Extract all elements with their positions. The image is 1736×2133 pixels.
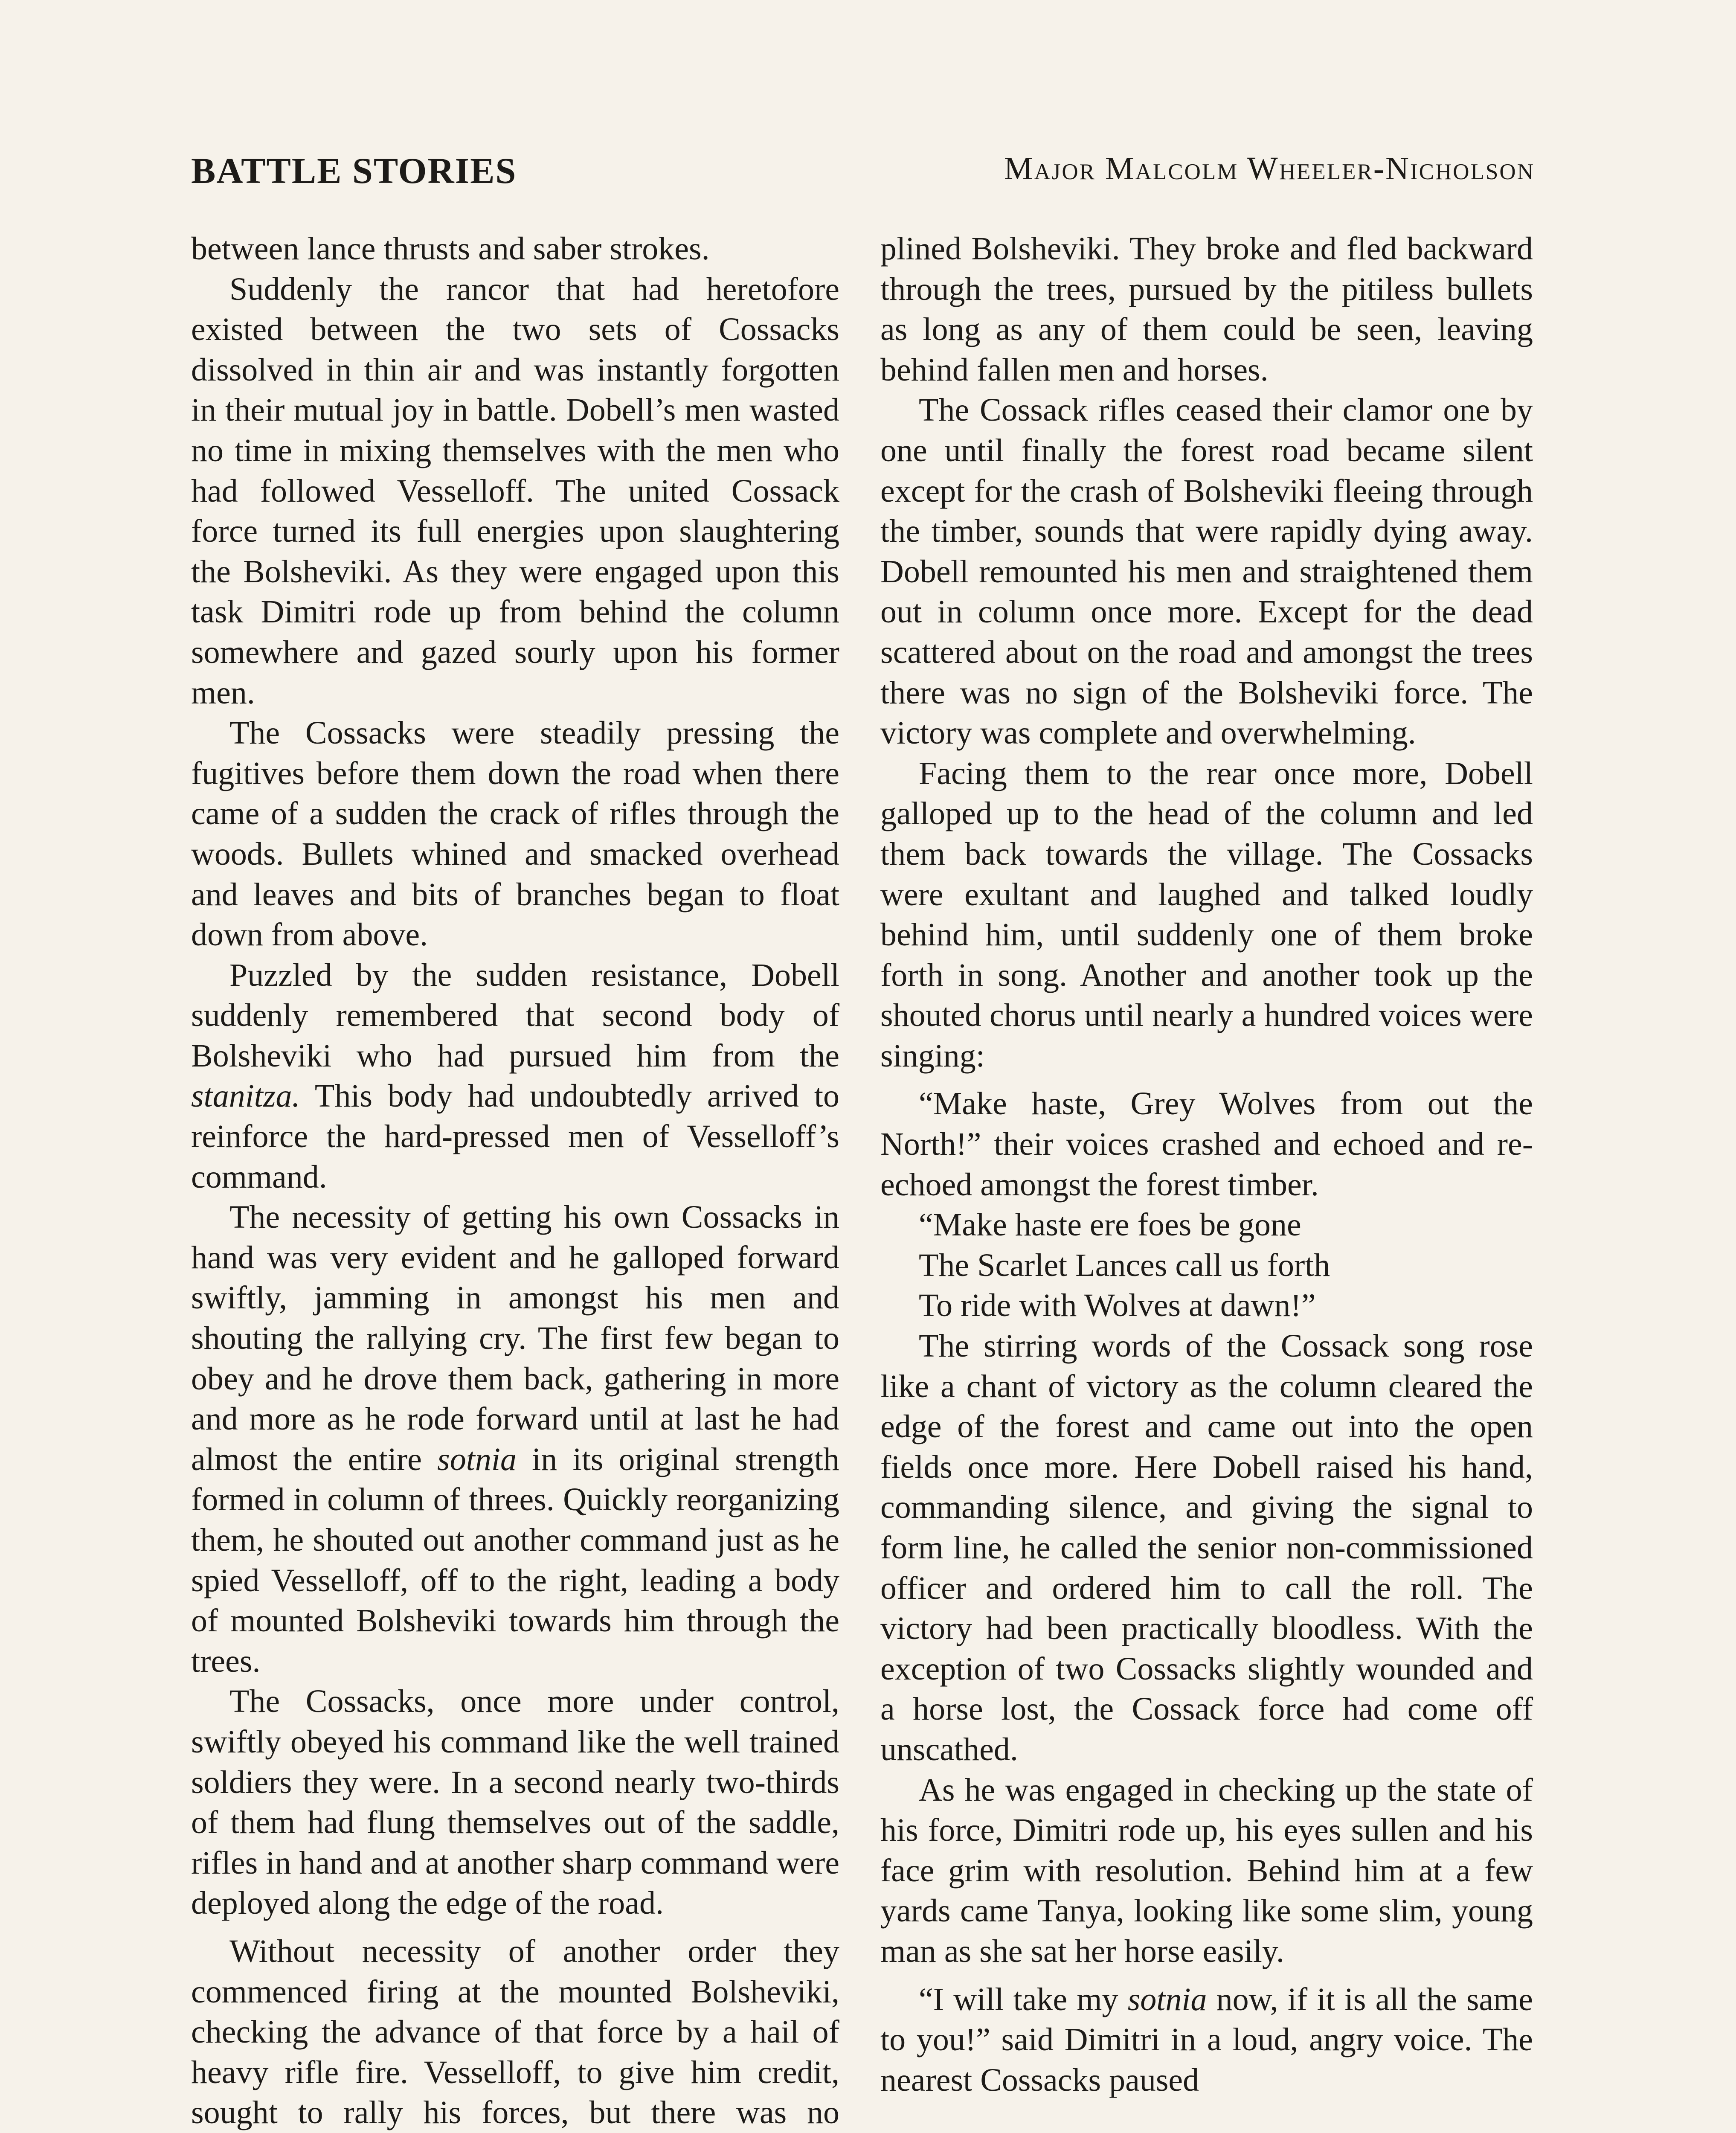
paragraph: The stirring words of the Cossack song rose like a chant of victory as the column cleared the edge of the forest and came out into the open fields once more. Here Dobell raised his hand, commanding silence, and giving the signal to form line, he called the senior non-commissioned officer and ordered him to call the roll. The victory had been practically bloodless. With the exception of two Cossacks slightly wounded and a horse lost, the Cossack force had come off unscathed. [880,1328,1533,1767]
paragraph: between lance thrusts and saber strokes. [191,231,710,267]
verse-line: “Make haste ere foes be gone [919,1207,1301,1243]
paragraph: Suddenly the rancor that had heretofore existed between the two sets of Cossacks dissolved in thin air and was instantly forgotten in their mutual joy in battle. Dobell’s men wasted no time in mixing themselves with the men who had followed Vesselloff. The united Cossack force turned its full energies upon slaughtering the Bolsheviki. As they were engaged upon this task Dimitri rode up from behind the column somewhere and gazed sourly upon his former men. [191,271,839,711]
paragraph: The Cossack rifles ceased their clamor one by one until finally the forest road became silent except for the crash of Bolsheviki fleeing through the timber, sounds that were rapidly dying away. Dobell remounted his men and straightened them out in column once more. Except for the dead scattered about on the road and amongst the trees there was no sign of the Bolsheviki force. The victory was complete and overwhelming. [880,392,1533,751]
paragraph: Without necessity of another order they commenced firing at the mounted Bolsheviki, checking the advance of that force by a hail of heavy rifle fire. Vesselloff, to give him credit, sought to rally his forces, but there was no [191,1933,839,2131]
paragraph: “Make haste, Grey Wolves from out the North!” their voices crashed and echoed and re-echoed amongst the forest timber. [880,1086,1533,1203]
text-run: in its original strength formed in column of threes. Quickly reorganizing them, he shouted out another command just as he spied Vesselloff, off to the right, leading a body of mounted Bolsheviki towards him through the trees. [191,1441,839,1679]
paragraph [880,1979,1533,2101]
right-column [880,229,1533,2100]
verse-line: To ride with Wolves at dawn!” [919,1287,1316,1324]
verse-line: The Scarlet Lances call us forth [919,1247,1330,1283]
text-run: “I will take my [919,1981,1128,2017]
paragraph: plined Bolsheviki. They broke and fled backward through the trees, pursued by the pitiless bullets as long as any of them could be seen, leaving behind fallen men and horses. [880,231,1533,388]
paragraph: As he was engaged in checking up the state of his force, Dimitri rode up, his eyes sullen and his face grim with resolution. Behind him at a few yards came Tanya, looking like some slim, young man as she sat her horse easily. [880,1772,1533,1969]
paragraph: Facing them to the rear once more, Dobell galloped up to the head of the column and led them back towards the village. The Cossacks were exultant and laughed and talked loudly behind him, until suddenly one of them broke forth in song. Another and another took up the shouted chorus until nearly a hundred voices were singing: [880,755,1533,1074]
text-run: This body had undoubtedly arrived to reinforce the hard-pressed men of Vesselloff’s command. [191,1078,839,1195]
running-head-section: BATTLE STORIES [191,150,517,191]
italic-word: sotnia [437,1441,517,1477]
text-run: Puzzled by the sudden resistance, Dobell suddenly remembered that second body of Bolsheviki who had pursued him from the [191,957,839,1074]
left-column [191,229,839,2133]
italic-word: sotnia [1127,1981,1207,2017]
text-run: now, if it is all the same to you!” said Dimitri in a loud, angry voice. The nearest Cossacks paused [880,1981,1533,2098]
paragraph [191,1197,839,1681]
italic-word: stanitza. [191,1078,300,1114]
running-head-author: Major Malcolm Wheeler-Nicholson [1004,151,1535,186]
paragraph: The Cossacks, once more under control, swiftly obeyed his command like the well trained soldiers they were. In a second nearly two-thirds of them had flung themselves out of the saddle, rifles in hand and at another sharp command were deployed along the edge of the road. [191,1683,839,1921]
text-run: The necessity of getting his own Cossacks in hand was very evident and he galloped forward swiftly, jamming in amongst his men and shouting the rallying cry. The first few began to obey and he drove them back, gathering in more and more as he rode forward until at last he had almost the entire [191,1199,839,1477]
paragraph [191,955,839,1197]
paragraph: The Cossacks were steadily pressing the fugitives before them down the road when there came of a sudden the crack of rifles through the woods. Bullets whined and smacked overhead and leaves and bits of branches began to float down from above. [191,715,839,953]
